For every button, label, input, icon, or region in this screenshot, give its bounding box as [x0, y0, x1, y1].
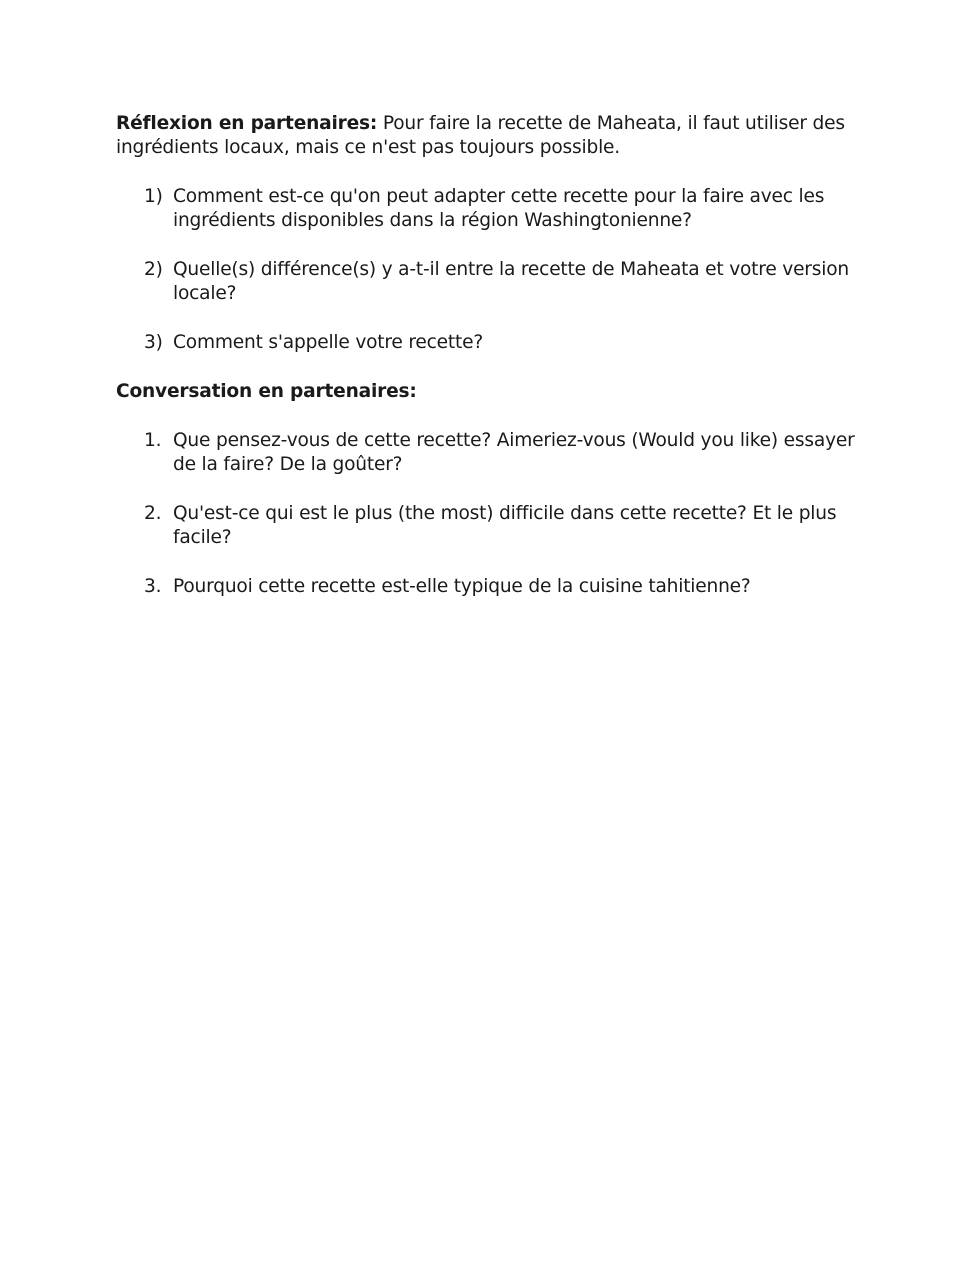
list-item	[116, 185, 856, 233]
list-marker: 2)	[144, 259, 163, 280]
question-text: Que pensez-vous de cette recette? Aimeriez-vous (Would you like) essayer de la faire? De la goûter?	[173, 430, 855, 475]
conversation-heading: Conversation en partenaires:	[116, 381, 417, 402]
reflexion-intro-paragraph	[116, 112, 856, 160]
question-text: Comment s'appelle votre recette?	[173, 332, 484, 353]
question-text: Comment est-ce qu'on peut adapter cette recette pour la faire avec les ingrédients disponibles dans la région Washingtonienne?	[173, 186, 825, 231]
list-marker: 1.	[144, 430, 162, 451]
document-page	[116, 112, 856, 599]
list-item	[116, 429, 856, 477]
list-item	[116, 258, 856, 306]
list-item	[116, 575, 856, 599]
conversation-question-list	[116, 429, 856, 599]
question-text: Pourquoi cette recette est-elle typique de la cuisine tahitienne?	[173, 576, 751, 597]
reflexion-question-list	[116, 185, 856, 355]
question-text: Qu'est-ce qui est le plus (the most) difficile dans cette recette? Et le plus facile?	[173, 503, 837, 548]
list-marker: 3)	[144, 332, 163, 353]
list-item	[116, 502, 856, 550]
reflexion-heading: Réflexion en partenaires:	[116, 113, 378, 134]
list-marker: 1)	[144, 186, 163, 207]
list-item	[116, 331, 856, 355]
list-marker: 2.	[144, 503, 162, 524]
reflexion-intro-text: Pour faire la recette de Maheata, il faut utiliser des ingrédients locaux, mais ce n'est pas toujours possible.	[116, 113, 845, 158]
list-marker: 3.	[144, 576, 162, 597]
question-text: Quelle(s) différence(s) y a-t-il entre la recette de Maheata et votre version locale?	[173, 259, 849, 304]
